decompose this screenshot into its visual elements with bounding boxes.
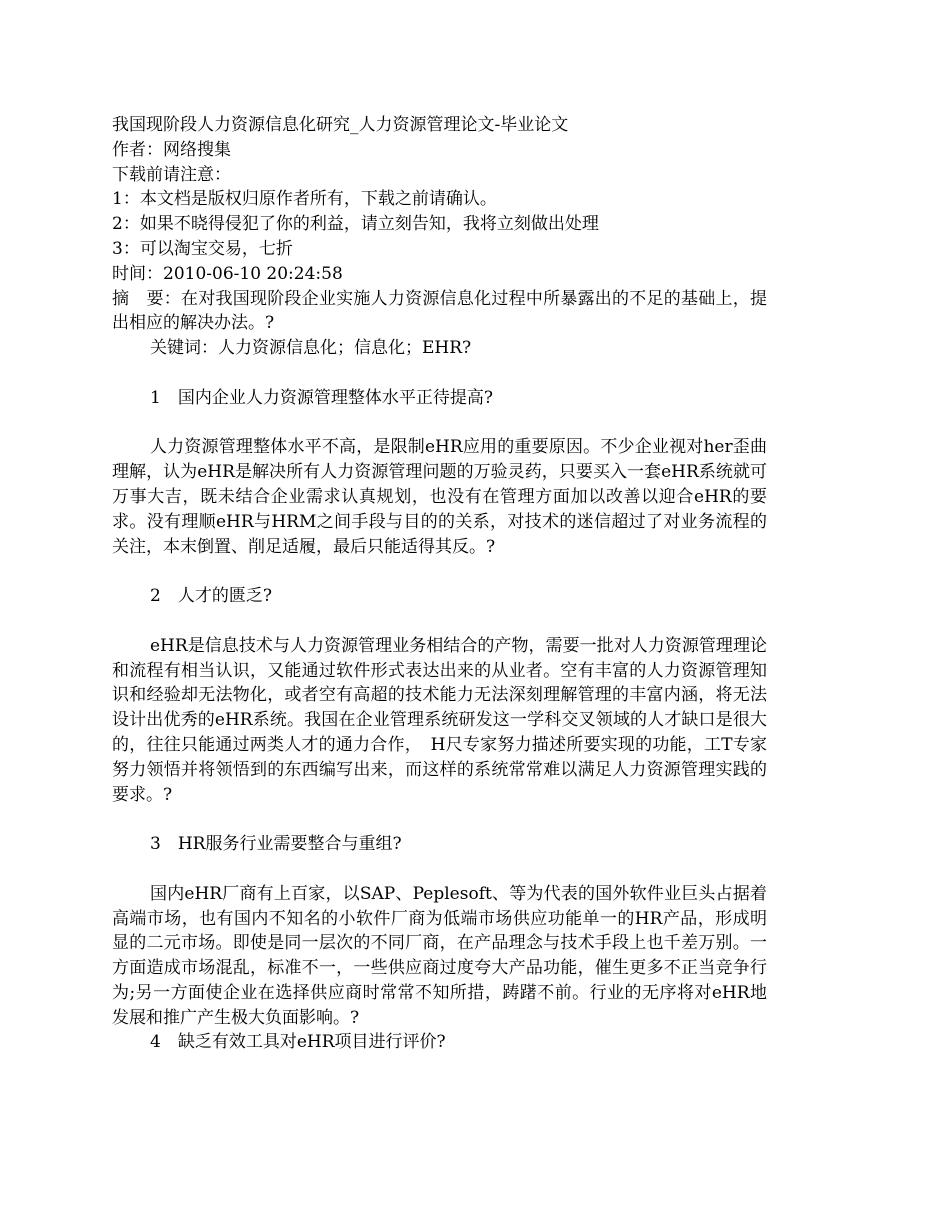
section-heading: 4 缺乏有效工具对eHR项目进行评价? (150, 1032, 446, 1053)
document-author: 作者：网络搜集 (112, 139, 231, 160)
notice-item: 1：本文档是版权归原作者所有，下载之前请确认。 (112, 189, 497, 210)
section-heading: 1 国内企业人力资源管理整体水平正待提高? (150, 387, 493, 408)
keywords-line: 关键词：人力资源信息化；信息化；EHR? (150, 338, 472, 359)
section-body: 国内eHR厂商有上百家，以SAP、Peplesoft、等为代表的国外软件业巨头占据着高端市场，也有国内不知名的小软件厂商为低端市场供应功能单一的HR产品，形成明显的二元市场。即使是同一层次的不同厂商，在产品理念与技术手段上也千差万别。一方面造成市场混乱，标准不一，一些供应商过度夸大产品功能，催生更多不正当竞争行为;另一方面使企业在选择供应商时常常不知所措，踌躇不前。行业的无序将对eHR地发展和推广产生极大负面影响。? (112, 883, 767, 1028)
abstract-paragraph: 摘 要：在对我国现阶段企业实施人力资源信息化过程中所暴露出的不足的基础上，提出相应的解决办法。? (112, 288, 767, 334)
notice-heading: 下载前请注意： (112, 164, 231, 185)
document-title: 我国现阶段人力资源信息化研究_人力资源管理论文-毕业论文 (112, 115, 569, 135)
blank-line (112, 361, 767, 386)
section-heading: 3 HR服务行业需要整合与重组? (150, 834, 402, 855)
document-time: 时间：2010-06-10 20:24:58 (112, 263, 343, 284)
notice-item: 3：可以淘宝交易，七折 (112, 238, 293, 259)
section-heading: 2 人才的匮乏? (150, 586, 272, 607)
document-page (112, 113, 767, 1055)
blank-line (112, 807, 767, 832)
blank-line (112, 411, 767, 436)
blank-line (112, 857, 767, 882)
blank-line (112, 609, 767, 634)
notice-item: 2：如果不晓得侵犯了你的利益，请立刻告知，我将立刻做出处理 (112, 214, 599, 235)
section-body: 人力资源管理整体水平不高，是限制eHR应用的重要原因。不少企业视对her歪曲理解，认为eHR是解决所有人力资源管理问题的万验灵药，只要买入一套eHR系统就可万事大吉，既未结合企业需求认真规划，也没有在管理方面加以改善以迎合eHR的要求。没有理顺eHR与HRM之间手段与目的的关系，对技术的迷信超过了对业务流程的关注，本末倒置、削足适履，最后只能适得其反。? (112, 437, 767, 557)
blank-line (112, 559, 767, 584)
section-body: eHR是信息技术与人力资源管理业务相结合的产物，需要一批对人力资源管理理论和流程有相当认识，又能通过软件形式表达出来的从业者。空有丰富的人力资源管理知识和经验却无法物化，或者空有高超的技术能力无法深刻理解管理的丰富内涵，将无法设计出优秀的eHR系统。我国在企业管理系统研发这一学科交叉领域的人才缺口是很大的，往往只能通过两类人才的通力合作， H尺专家努力描述所要实现的功能，工Т专家努力领悟并将领悟到的东西编写出来，而这样的系统常常难以满足人力资源管理实践的要求。? (112, 635, 767, 805)
